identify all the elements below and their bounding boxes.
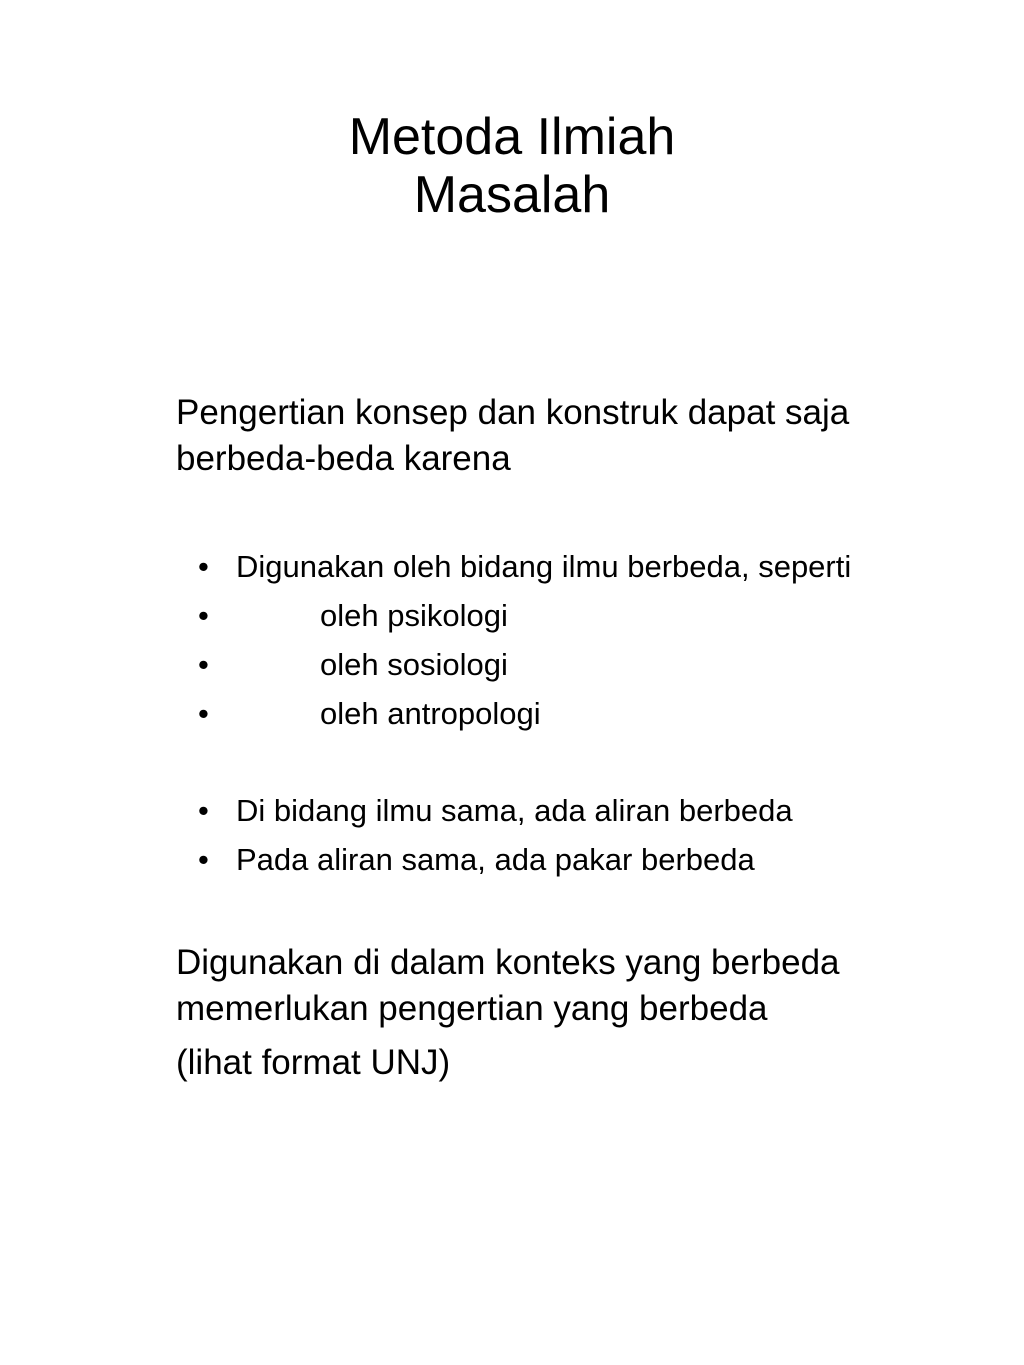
bullet-item (196, 786, 996, 835)
bullet-dot: • (198, 598, 209, 633)
bullet-text: Di bidang ilmu sama, ada aliran berbeda (236, 793, 793, 828)
bullet-item (196, 542, 996, 591)
bullet-text: oleh psikologi (320, 598, 508, 633)
bullet-text: Digunakan oleh bidang ilmu berbeda, seperti (236, 549, 852, 584)
bullet-text: oleh antropologi (320, 696, 541, 731)
bullet-dot: • (198, 842, 209, 877)
bullet-list-fields (196, 542, 996, 738)
closing-note: (lihat format UNJ) (176, 1043, 451, 1082)
bullet-dot: • (198, 647, 209, 682)
bullet-item (196, 640, 996, 689)
bullet-item (196, 591, 996, 640)
bullet-item (196, 835, 996, 884)
bullet-dot: • (198, 793, 209, 828)
slide-title-line-2: Masalah (413, 166, 611, 224)
bullet-text: Pada aliran sama, ada pakar berbeda (236, 842, 755, 877)
slide-title-line-1: Metoda Ilmiah (348, 108, 676, 166)
slide-title (0, 108, 1024, 224)
bullet-text: oleh sosiologi (320, 647, 508, 682)
closing-paragraph: Digunakan di dalam konteks yang berbeda memerlukan pengertian yang berbeda (176, 943, 840, 1028)
bullet-list-schools (196, 786, 996, 884)
bullet-dot: • (198, 696, 209, 731)
bullet-item (196, 689, 996, 738)
intro-paragraph: Pengertian konsep dan konstruk dapat saja berbeda-beda karena (176, 393, 850, 478)
bullet-dot: • (198, 549, 209, 584)
